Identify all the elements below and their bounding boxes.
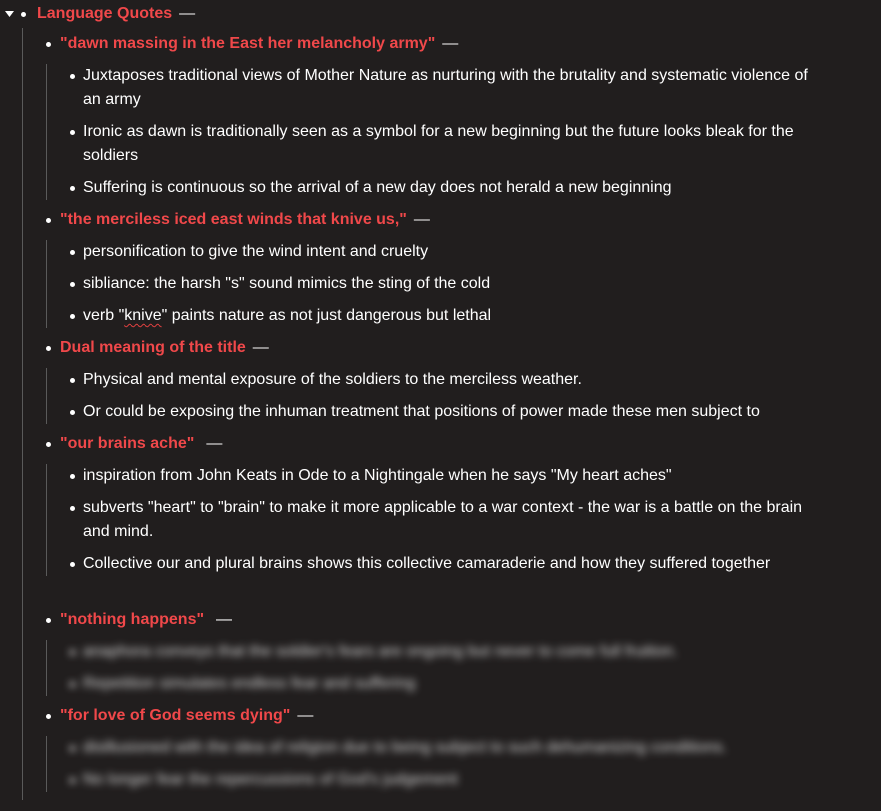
bullet-icon[interactable] (70, 778, 75, 783)
root-guide-line (22, 28, 23, 800)
list-item-text: personification to give the wind intent and cruelty (83, 243, 429, 260)
bullet-icon[interactable] (70, 650, 75, 655)
bullet-icon[interactable] (70, 130, 75, 135)
bullet-icon[interactable] (70, 186, 75, 191)
list-item-text-prefix: verb " (83, 307, 125, 324)
misspelled-word[interactable]: knive (124, 307, 162, 324)
list-item-text: disillusioned with the idea of religion due to being subject to such dehumanizing conditions. (83, 739, 727, 756)
bullet-icon[interactable] (70, 282, 75, 287)
section-item (40, 608, 881, 696)
bullet-icon[interactable] (70, 506, 75, 511)
bullet-icon[interactable] (46, 346, 51, 351)
list-item (40, 304, 808, 328)
bullet-icon[interactable] (70, 682, 75, 687)
list-item (40, 368, 808, 392)
bullet-icon[interactable] (46, 714, 51, 719)
list-item (40, 240, 808, 264)
list-item-text: Repetition simulates endless fear and suffering (83, 675, 416, 692)
section-item (40, 704, 881, 792)
section-heading-row (40, 32, 881, 56)
list-item-text: Suffering is continuous so the arrival of a new day does not herald a new beginning (83, 179, 672, 196)
section-heading: "our brains ache" (60, 435, 195, 452)
list-item-text: sibliance: the harsh "s" sound mimics the sting of the cold (83, 275, 491, 292)
bullet-icon[interactable] (70, 250, 75, 255)
bullet-icon[interactable] (70, 378, 75, 383)
list-item (40, 120, 808, 168)
section-heading-row (40, 208, 881, 232)
bullet-icon[interactable] (21, 12, 26, 17)
list-item (40, 400, 843, 424)
section-heading: "the merciless iced east winds that knive us," (60, 211, 407, 228)
list-item-text: Collective our and plural brains shows this collective camaraderie and how they suffered together (83, 555, 771, 572)
section-dash: — (442, 35, 459, 52)
list-item-text: No longer fear the repercussions of God's judgement (83, 771, 458, 788)
list-item (40, 64, 808, 112)
list-item-text-suffix: " paints nature as not just dangerous but lethal (161, 307, 492, 324)
list-item-text: Physical and mental exposure of the soldiers to the merciless weather. (83, 371, 582, 388)
list-item (40, 552, 808, 576)
root-title: Language Quotes (37, 5, 173, 22)
section-item (40, 32, 881, 200)
bullet-icon[interactable] (46, 618, 51, 623)
collapse-toggle-icon[interactable] (3, 2, 15, 26)
list-item-text: Juxtaposes traditional views of Mother Nature as nurturing with the brutality and systematic violence of an army (83, 67, 808, 108)
section-item (40, 432, 881, 576)
list-item (40, 272, 808, 296)
list-item (40, 736, 873, 760)
bullet-icon[interactable] (70, 474, 75, 479)
section-heading-row (40, 704, 881, 728)
section-heading: "for love of God seems dying" (60, 707, 291, 724)
list-item (40, 496, 808, 544)
child-list (40, 640, 881, 696)
list-item-text: inspiration from John Keats in Ode to a Nightingale when he says "My heart aches" (83, 467, 672, 484)
child-list (40, 368, 881, 424)
child-list (40, 240, 881, 328)
child-list (40, 464, 881, 576)
list-item-text: subverts "heart" to "brain" to make it more applicable to a war context - the war is a battle on the brain and mind. (83, 499, 803, 540)
list-item-text: Ironic as dawn is traditionally seen as a symbol for a new beginning but the future looks bleak for the soldiers (83, 123, 794, 164)
root-dash: — (179, 5, 196, 22)
section-dash: — (252, 339, 269, 356)
section-dash: — (216, 611, 233, 628)
section-heading-row (40, 608, 881, 632)
child-list (40, 64, 881, 200)
bullet-icon[interactable] (46, 218, 51, 223)
list-item (40, 464, 808, 488)
bullet-icon[interactable] (70, 746, 75, 751)
list-item (40, 176, 808, 200)
bullet-icon[interactable] (70, 562, 75, 567)
list-item-text: anaphora conveys that the soldier's fears are ongoing but never to come full fruition. (83, 643, 678, 660)
list-item-text: Or could be exposing the inhuman treatment that positions of power made these men subject to (83, 403, 760, 420)
list-item (40, 640, 843, 664)
bullet-icon[interactable] (46, 442, 51, 447)
child-list (40, 736, 881, 792)
bullet-icon[interactable] (46, 42, 51, 47)
list-item (40, 768, 808, 792)
section-dash: — (297, 707, 314, 724)
section-heading: "dawn massing in the East her melancholy army" (60, 35, 436, 52)
root-item-row (0, 2, 195, 26)
bullet-icon[interactable] (70, 74, 75, 79)
bullet-icon[interactable] (70, 314, 75, 319)
bullet-icon[interactable] (70, 410, 75, 415)
section-heading: Dual meaning of the title (60, 339, 246, 356)
section-heading-row (40, 432, 881, 456)
section-dash: — (206, 435, 223, 452)
list-item (40, 672, 808, 696)
section-heading: "nothing happens" (60, 611, 205, 628)
section-item (40, 336, 881, 424)
section-item (40, 208, 881, 328)
section-heading-row (40, 336, 881, 360)
section-dash: — (413, 211, 430, 228)
